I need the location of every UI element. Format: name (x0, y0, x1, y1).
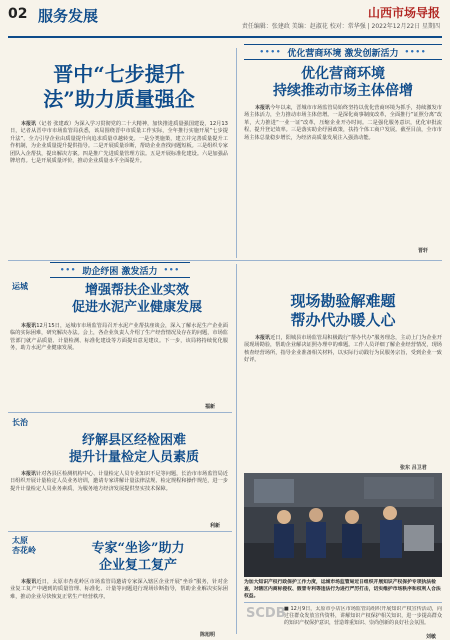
news-photo (244, 473, 442, 577)
article-2-body (244, 104, 442, 246)
location-line-2: 杏花岭 (12, 546, 36, 555)
headline-line-1: 增强帮扶企业实效 (84, 283, 189, 298)
article-2-text: 今年以来，晋城市市场监管局始终坚持以优化营商环境为抓手，持续激发市场主体活力，全力推动市场主体倍增。一是深化商事制度改革，全面推行“证照分离”改革，大力推进“一业一证”改革，压缩企业开办时间。二是强化服务意识，优化审批流程，提升登记效率。三是落实助企纾困政策，扶持个体工商户发展。截至目前，全市市场主体总量稳步增长，为经济高质量发展注入强劲动能。 (244, 105, 442, 141)
article-5-location (12, 536, 36, 556)
section-divider (8, 412, 232, 413)
newspaper-name: 山西市场导报 (367, 6, 440, 20)
article-4-author: 本报讯 (21, 471, 37, 477)
article-1-headline (8, 62, 230, 112)
headline-line-2: 企业复工复产 (98, 558, 177, 573)
photo-caption: 为加大知识产权行政保护工作力度，运城市场监管局近日组织开展知识产权保护专项执法检查，对辖区内商标侵权、假冒专利等违法行为进行严厉打击，切实维护市场秩序和权利人合法权益。 (244, 580, 441, 599)
article-1-body (10, 120, 228, 255)
article-4-location: 长治 (12, 418, 28, 427)
article-6-text: 近日，阳城县市场监管局积极践行“帮办代办”服务理念，主动上门为企业开展现场勘验，帮助企业解决证照办理中的难题。工作人员详细了解企业经营情况，现场核查经营场所，指导企业准备相关材料，以实际行动践行为民服务宗旨，受到企业一致好评。 (244, 335, 442, 364)
article-3-body (10, 322, 228, 402)
page-header (0, 0, 450, 40)
headline-line-2: 帮办代办暖人心 (290, 311, 396, 329)
section-divider (244, 602, 442, 603)
photo-illustration (244, 473, 442, 577)
headline-line-2: 法”助力质量强企 (43, 87, 195, 111)
section-divider (8, 260, 442, 261)
article-1-text: （记者 张建政）为深入学习贯彻党的二十大精神，加快推进质量强国建设，12月13日，记者从晋中市市场监管局获悉，该局围绕晋中市质量工作实际，全年推行实施开展“七步提升法”，全力引导企业由质量提升向追求质量卓越转变。一是分类施策，建立并完善质量提升工作机制，为企业质量提升提供指导。二是开展质量诊断，帮助企业查找问题短板。三是组织专家团队入企帮扶，提出解决方案。四是推广先进质量管理方法。五是开展标准化建设。六是加强品牌培育。七是开展质量评价，推动企业质量水平全面提升。 (10, 121, 228, 165)
brief-logo: SCDB (246, 606, 286, 621)
article-3-banner: ••• 助企纾困 激发活力 ••• (50, 262, 190, 278)
article-5-headline (48, 540, 228, 574)
article-5-author: 本报讯 (21, 579, 37, 585)
column-divider (236, 264, 237, 634)
article-3-author: 本报讯 (21, 323, 37, 329)
news-brief (284, 606, 442, 634)
article-3-signoff: 福新 (205, 404, 216, 410)
banner-text: 助企纾困 激发活力 (82, 266, 158, 277)
headline-line-1: 优化营商环境 (301, 66, 385, 82)
article-1-author: 本报讯 (21, 121, 37, 127)
brief-signoff: 刘敏 (426, 634, 437, 640)
article-5-body (10, 578, 228, 630)
brief-text: ■ 12月9日，太原市小店区市场监管局组织开展知识产权宣传活动，向过往群众发放宣传资料，讲解知识产权保护相关知识，进一步提高群众的知识产权保护意识，营造尊重知识、崇尚创新的良好社会氛围。 (284, 606, 442, 626)
headline-line-2: 持续推动市场主体倍增 (273, 83, 413, 99)
banner-text: 优化营商环境 激发创新活力 (287, 48, 399, 59)
article-3-text: 12月15日，运城市市场监管局召开水泥产业帮扶座谈会，深入了解水泥生产企业面临的实际困难，研究解决办法。会上，各企业负责人介绍了生产经营情况及存在的问题，市场监管部门就产品质量、计量检测、标准化建设等方面提出意见建议。下一步，该局将持续优化服务，助力水泥产业健康发展。 (10, 323, 228, 352)
column-divider (236, 48, 237, 258)
location-line-1: 太原 (12, 536, 28, 545)
article-2-signoff: 晋轩 (418, 248, 429, 254)
header-rule (8, 36, 442, 38)
headline-line-2: 促进水泥产业健康发展 (71, 300, 202, 315)
article-6-author: 本报讯 (255, 335, 271, 341)
article-2-headline (244, 66, 442, 100)
article-4-headline (40, 432, 228, 466)
article-5-signoff: 陈旭明 (200, 632, 216, 638)
article-2-author: 本报讯 (255, 105, 271, 111)
editor-meta: 责任编辑：张建政 美编：赵淑花 校对：常华强 | 2022年12月22日 星期四 (241, 23, 440, 30)
section-divider (8, 531, 232, 532)
headline-line-1: 晋中“七步提升 (53, 62, 185, 86)
article-4-text: 针对各县区检测机构中心、计量检定人员专业知识不足等问题，长治市市场监管局近日组织开展计量检定人员业务培训，邀请专家讲解计量法律法规、检定规程和操作规范，进一步提升计量检定人员业务素质，为服务地方经济发展提供坚实技术保障。 (10, 471, 228, 492)
article-2-banner: •••• 优化营商环境 激发创新活力 •••• (244, 44, 442, 60)
article-3-location: 运城 (12, 282, 28, 291)
page-number: 02 (8, 6, 28, 22)
headline-line-1: 专家“坐诊”助力 (91, 541, 185, 556)
article-6-body (244, 334, 442, 462)
headline-line-1: 纾解县区经检困难 (81, 433, 186, 448)
article-5-text: 近日，太原市杏花岭区市场监管局邀请专家深入辖区企业开展“坐诊”服务，针对企业复工复产中遇到的质量管理、标准化、计量等问题进行现场诊断指导，帮助企业解决实际困难，推动企业尽快恢复正常生产经营秩序。 (10, 579, 228, 600)
section-title: 服务发展 (38, 7, 99, 25)
headline-line-1: 现场勘验解难题 (290, 292, 396, 310)
article-3-headline (46, 282, 228, 316)
article-4-signoff: 利新 (210, 523, 221, 529)
article-4-body (10, 470, 228, 520)
article-6-headline (244, 292, 442, 330)
headline-line-2: 提升计量检定人员素质 (68, 450, 199, 465)
article-6-signoff: 张东 吕卫君 (400, 465, 427, 471)
